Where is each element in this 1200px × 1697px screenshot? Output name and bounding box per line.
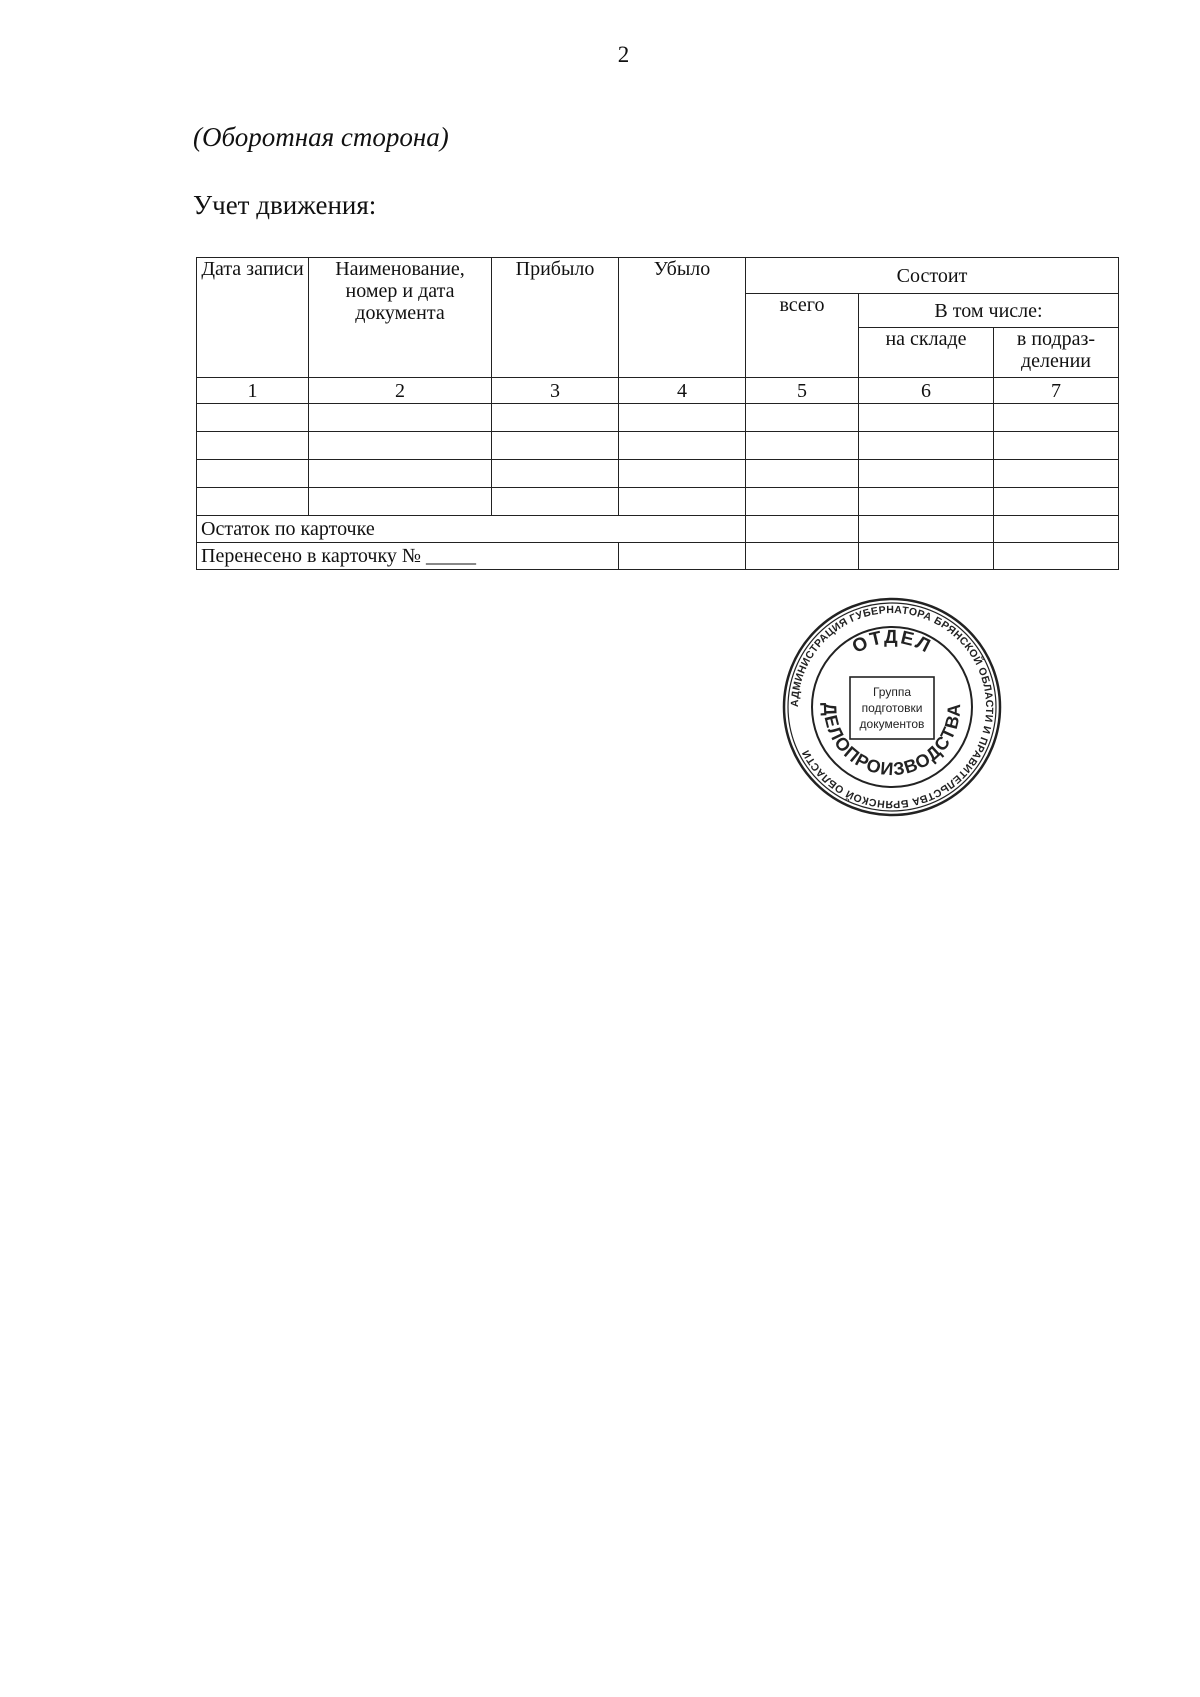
column-number: 1 <box>197 378 309 404</box>
table-cell <box>492 488 619 516</box>
stamp-center-line: документов <box>859 717 925 731</box>
column-number: 4 <box>619 378 746 404</box>
table-cell <box>994 516 1119 543</box>
table-cell <box>746 488 859 516</box>
transferred-label: Перенесено в карточку № _____ <box>197 543 619 570</box>
table-cell <box>309 432 492 460</box>
column-number: 2 <box>309 378 492 404</box>
table-cell <box>859 460 994 488</box>
table-cell <box>859 488 994 516</box>
table-cell <box>619 460 746 488</box>
table-cell <box>619 488 746 516</box>
header-consists: Состоит <box>746 258 1119 294</box>
table-cell <box>619 404 746 432</box>
page-number: 2 <box>617 42 630 67</box>
table-row <box>197 404 1119 432</box>
table-cell <box>746 460 859 488</box>
header-including: В том числе: <box>859 294 1119 328</box>
table-row <box>197 488 1119 516</box>
summary-row-transferred <box>197 543 1119 570</box>
header-warehouse: на складе <box>859 328 994 378</box>
table-cell <box>859 404 994 432</box>
table-cell <box>309 404 492 432</box>
table-cell <box>859 516 994 543</box>
balance-label: Остаток по карточке <box>197 516 746 543</box>
table-row <box>197 460 1119 488</box>
table-cell <box>492 404 619 432</box>
column-number: 5 <box>746 378 859 404</box>
page-subtitle: (Оборотная сторона) <box>193 122 449 152</box>
header-date: Дата записи <box>197 258 309 378</box>
table-cell <box>197 488 309 516</box>
summary-row-balance <box>197 516 1119 543</box>
column-number: 3 <box>492 378 619 404</box>
table-cell <box>197 460 309 488</box>
header-arrived: Прибыло <box>492 258 619 378</box>
header-total: всего <box>746 294 859 378</box>
stamp-outer-text: АДМИНИСТРАЦИЯ ГУБЕРНАТОРА БРЯНСКОЙ ОБЛАСТИ И ПРАВИТЕЛЬСТВА БРЯНСКОЙ ОБЛАСТИ <box>788 603 996 811</box>
table-cell <box>994 460 1119 488</box>
stamp-inner-bottom: ДЕЛОПРОИЗВОДСТВА <box>819 702 965 780</box>
stamp-inner-top: ОТДЕЛ <box>849 626 936 658</box>
table-cell <box>994 543 1119 570</box>
stamp-center-line: подготовки <box>861 701 923 715</box>
official-stamp <box>782 597 1002 817</box>
table-cell <box>197 404 309 432</box>
table-cell <box>197 432 309 460</box>
table-cell <box>492 460 619 488</box>
table-cell <box>492 432 619 460</box>
table-cell <box>859 543 994 570</box>
table-row <box>197 432 1119 460</box>
table-cell <box>994 432 1119 460</box>
table-cell <box>994 404 1119 432</box>
table-cell <box>619 432 746 460</box>
movement-table <box>196 257 1119 570</box>
table-cell <box>746 516 859 543</box>
header-left: Убыло <box>619 258 746 378</box>
table-cell <box>746 432 859 460</box>
column-number: 6 <box>859 378 994 404</box>
table-cell <box>859 432 994 460</box>
table-cell <box>309 460 492 488</box>
table-cell <box>746 543 859 570</box>
table-cell <box>994 488 1119 516</box>
stamp-center-line: Группа <box>872 685 912 699</box>
table-cell <box>746 404 859 432</box>
header-document: Наименование, номер и дата документа <box>309 258 492 378</box>
column-number: 7 <box>994 378 1119 404</box>
header-subdivision: в подраз-делении <box>994 328 1119 378</box>
table-cell <box>619 543 746 570</box>
table-cell <box>309 488 492 516</box>
page-heading: Учет движения: <box>193 190 377 220</box>
